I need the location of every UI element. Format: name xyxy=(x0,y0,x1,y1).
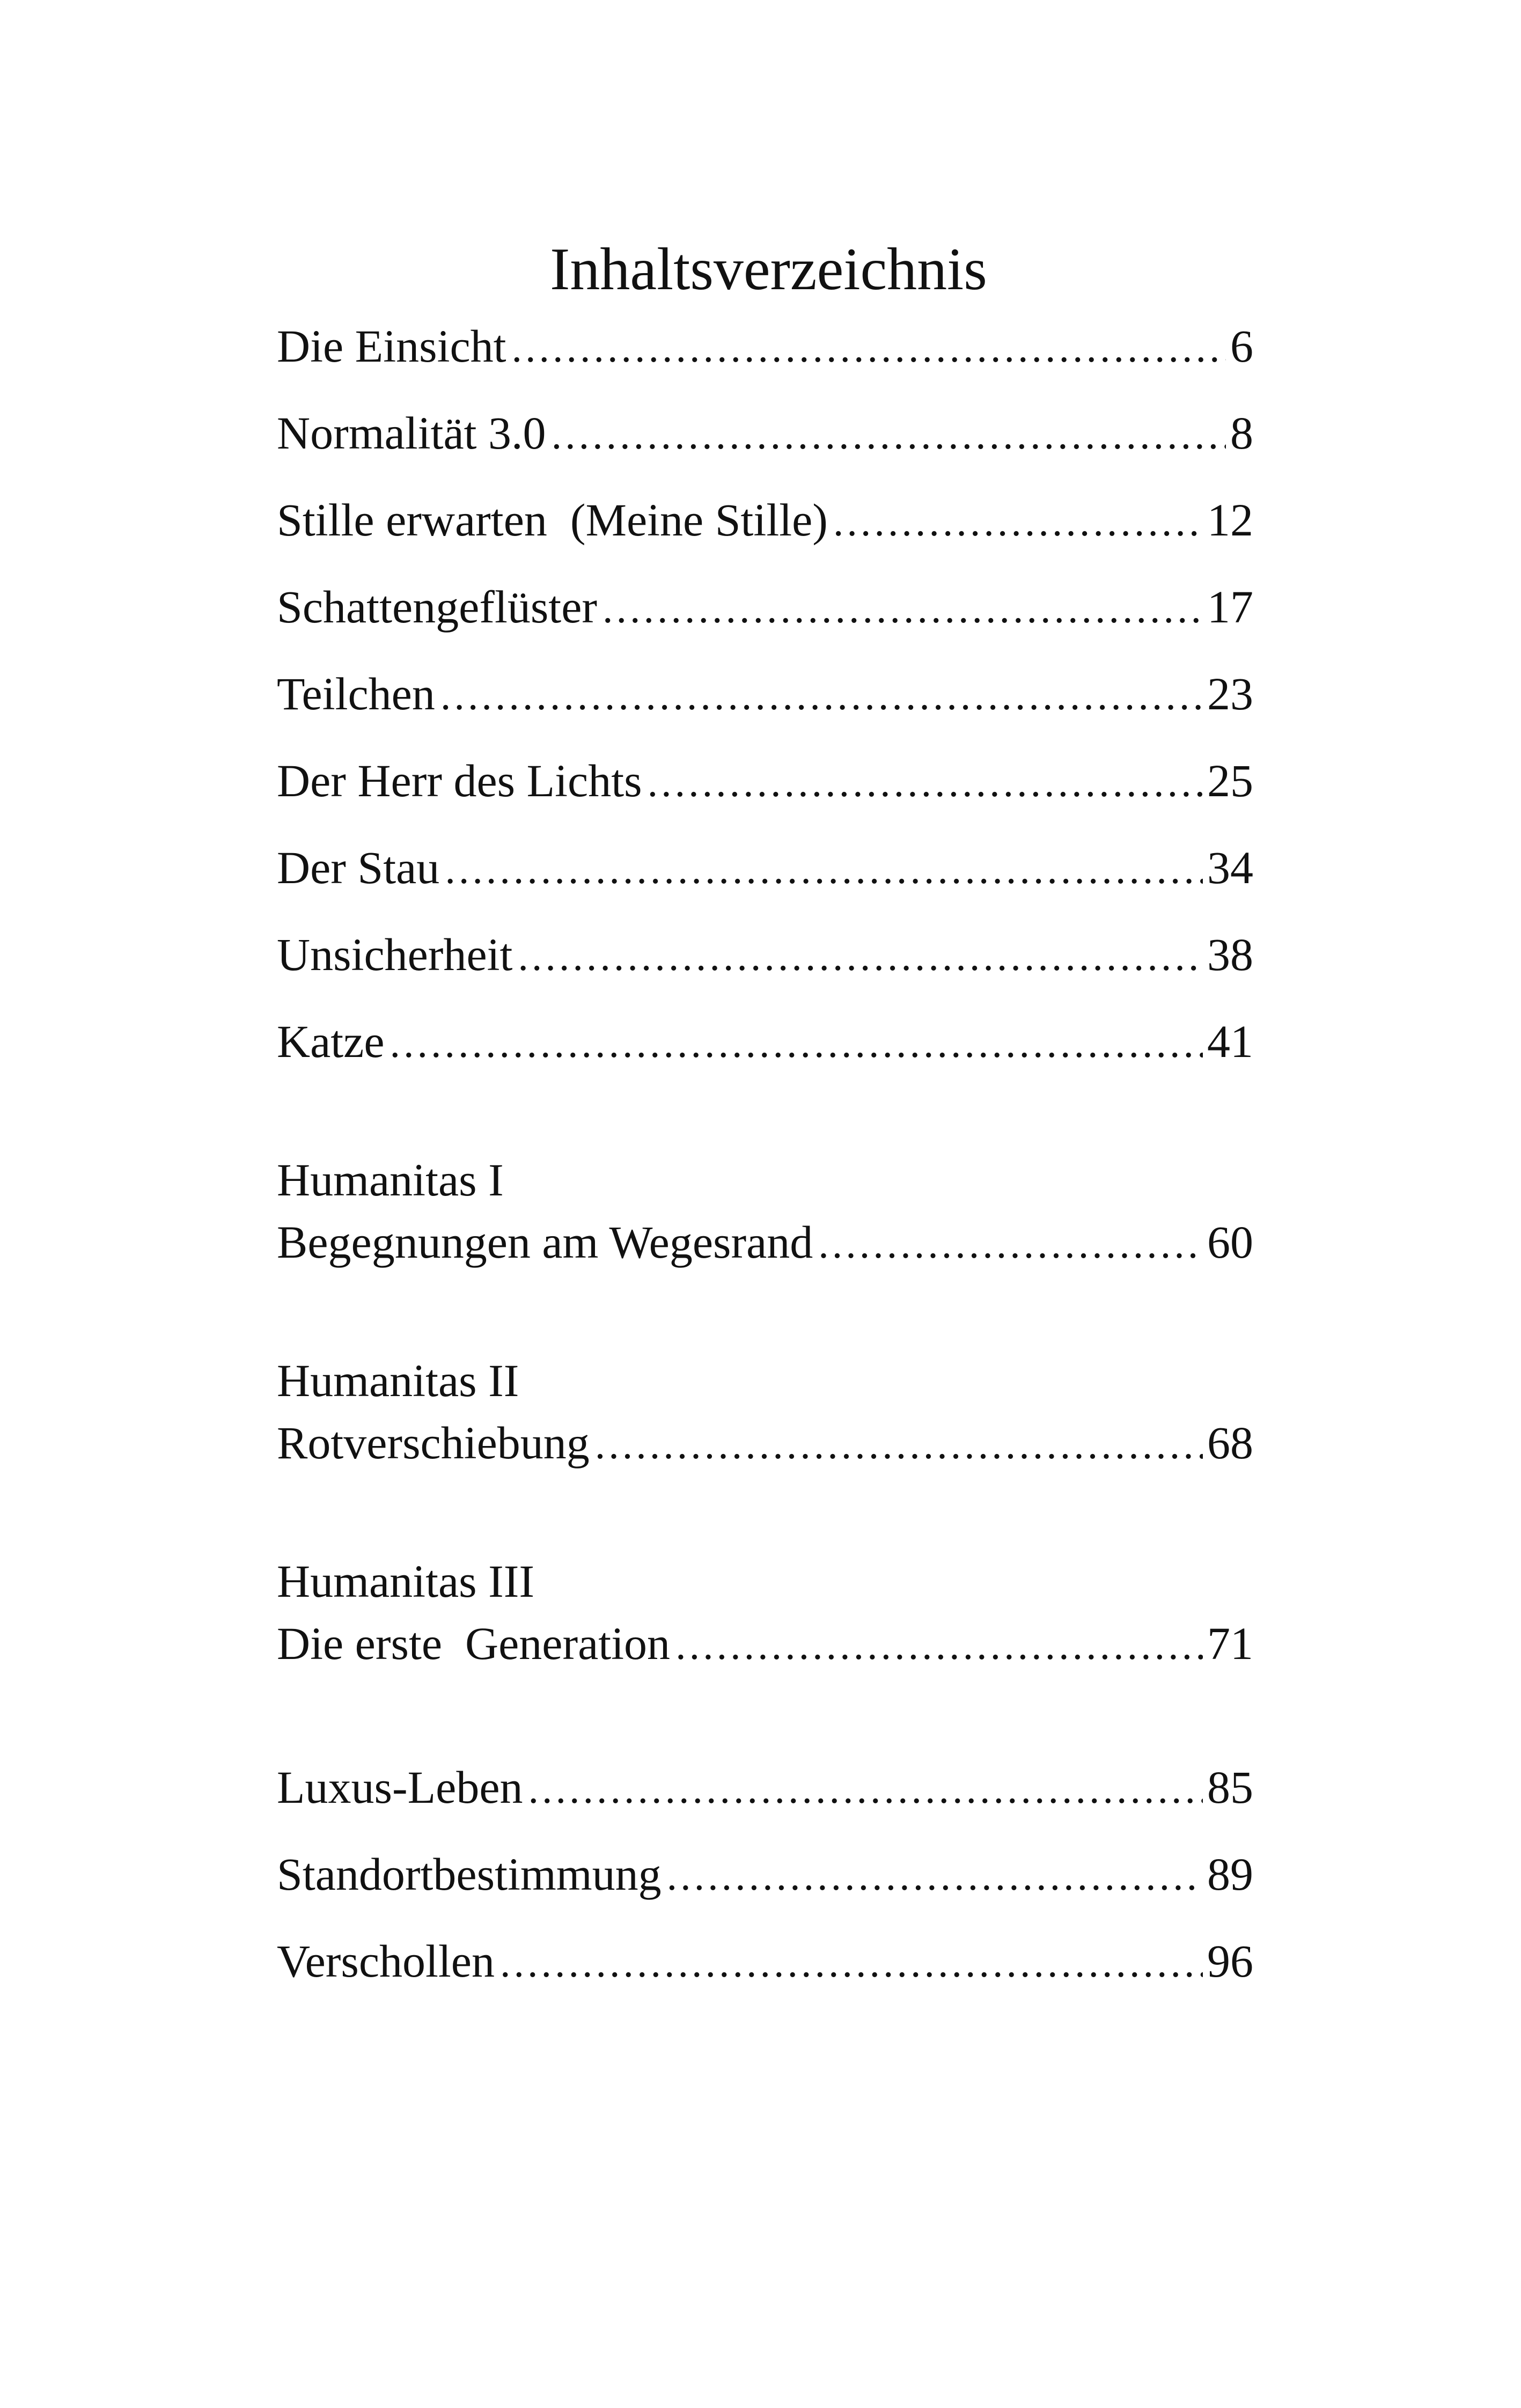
toc-entry-page: 34 xyxy=(1207,842,1253,893)
toc-entry xyxy=(277,838,1253,897)
toc-entry-title: Der Stau xyxy=(277,842,440,893)
toc-entry-title: Schattengeflüster xyxy=(277,581,598,633)
dot-leader xyxy=(512,318,1226,377)
toc-entry xyxy=(277,490,1253,549)
section-heading: Humanitas I xyxy=(277,1154,504,1206)
toc-entry-page: 96 xyxy=(1207,1935,1253,1987)
toc-entry-page: 23 xyxy=(1207,668,1253,720)
toc-entry-title: Die Einsicht xyxy=(277,320,506,372)
section-heading: Humanitas II xyxy=(277,1355,519,1406)
dot-leader xyxy=(528,1759,1203,1818)
toc-entry-page: 89 xyxy=(1207,1848,1253,1900)
dot-leader xyxy=(445,840,1203,899)
dot-leader xyxy=(818,1214,1203,1273)
toc-entry-title: Der Herr des Lichts xyxy=(277,755,642,806)
toc-entry-title: Begegnungen am Wegesrand xyxy=(277,1216,813,1268)
toc-entry-page: 17 xyxy=(1207,581,1253,633)
dot-leader xyxy=(675,1616,1203,1675)
toc-entry xyxy=(277,317,1253,376)
toc-entry xyxy=(277,1614,1253,1673)
dot-leader xyxy=(595,1415,1203,1474)
toc-entry-title: Normalität 3.0 xyxy=(277,407,546,459)
toc-entry-page: 8 xyxy=(1230,407,1253,459)
toc-entry-title: Standortbestimmung xyxy=(277,1848,662,1900)
toc-entry-title: Verschollen xyxy=(277,1935,495,1987)
toc-entry-page: 60 xyxy=(1207,1216,1253,1268)
toc-entry xyxy=(277,1213,1253,1272)
toc-entry xyxy=(277,1012,1253,1071)
dot-leader xyxy=(833,492,1203,551)
toc-entry-title: Unsicherheit xyxy=(277,929,513,980)
toc-entry xyxy=(277,1413,1253,1472)
toc-entry-title: Teilchen xyxy=(277,668,435,720)
dot-leader xyxy=(440,666,1203,725)
dot-leader xyxy=(667,1846,1203,1905)
page-title: Inhaltsverzeichnis xyxy=(550,236,987,303)
toc-entry-title: Katze xyxy=(277,1016,385,1067)
toc-entry-page: 38 xyxy=(1207,929,1253,980)
toc-entry xyxy=(277,664,1253,723)
toc-entry-page: 85 xyxy=(1207,1761,1253,1813)
section-heading: Humanitas III xyxy=(277,1555,535,1607)
dot-leader xyxy=(648,753,1203,812)
toc-entry xyxy=(277,403,1253,462)
toc-entry-page: 41 xyxy=(1207,1016,1253,1067)
toc-entry xyxy=(277,1758,1253,1817)
toc-entry xyxy=(277,751,1253,810)
dot-leader xyxy=(552,405,1226,464)
toc-entry-page: 6 xyxy=(1230,320,1253,372)
toc-entry xyxy=(277,577,1253,636)
dot-leader xyxy=(500,1933,1203,1992)
dot-leader xyxy=(390,1014,1203,1073)
toc-entry-title: Die erste Generation xyxy=(277,1618,671,1669)
toc-entry xyxy=(277,925,1253,984)
toc-entry-page: 71 xyxy=(1207,1618,1253,1669)
toc-entry xyxy=(277,1845,1253,1904)
toc-entry-title: Luxus-Leben xyxy=(277,1761,523,1813)
toc-entry-title: Rotverschiebung xyxy=(277,1417,590,1469)
toc-entry-title: Stille erwarten (Meine Stille) xyxy=(277,494,828,546)
dot-leader xyxy=(602,579,1203,638)
toc-entry-page: 25 xyxy=(1207,755,1253,806)
toc-entry xyxy=(277,1932,1253,1991)
dot-leader xyxy=(518,927,1203,986)
toc-entry-page: 68 xyxy=(1207,1417,1253,1469)
toc-entry-page: 12 xyxy=(1207,494,1253,546)
